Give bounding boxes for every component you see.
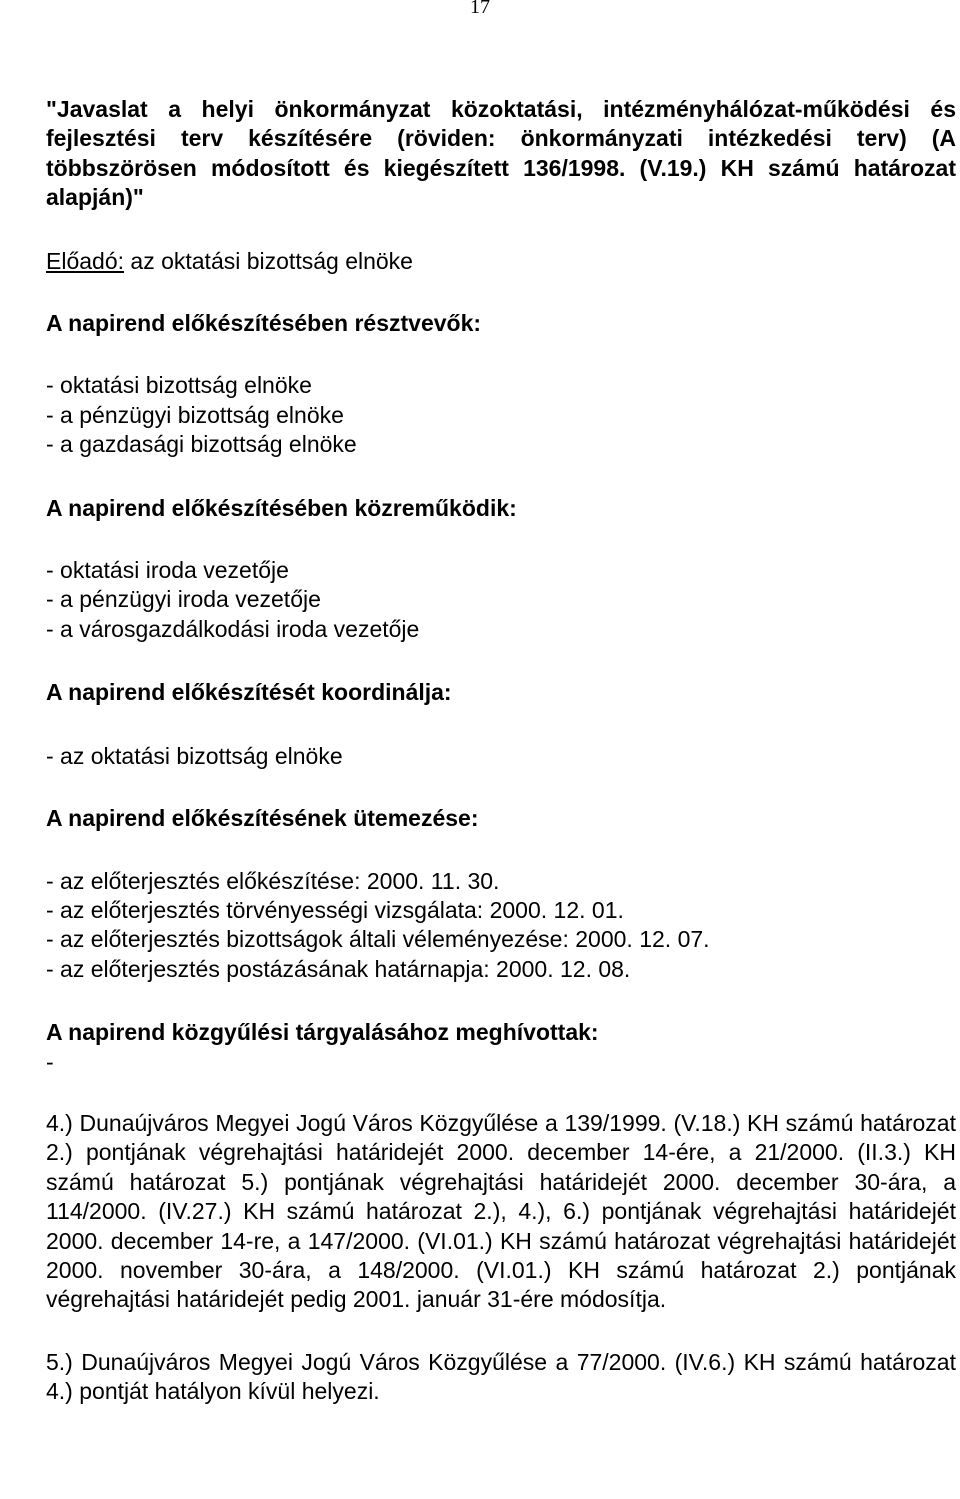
list-item: - a pénzügyi iroda vezetője bbox=[46, 586, 321, 613]
list-item: - bbox=[46, 1048, 54, 1075]
presenter-label: Előadó: bbox=[46, 247, 125, 274]
page-number: 17 bbox=[470, 0, 490, 18]
list-item: - oktatási bizottság elnöke bbox=[46, 372, 312, 399]
document-body bbox=[46, 95, 956, 1407]
contributors-heading: A napirend előkészítésében közreműködik: bbox=[46, 494, 517, 521]
resolution-paragraph-5: 5.) Dunaújváros Megyei Jogú Város Közgyűlése a 77/2000. (IV.6.) KH számú határozat 4.) pontját hatályon kívül helyezi. bbox=[46, 1348, 956, 1405]
contributors-list bbox=[46, 556, 956, 644]
participants-list bbox=[46, 371, 956, 459]
list-item: - az oktatási bizottság elnöke bbox=[46, 742, 343, 769]
list-item: - a pénzügyi bizottság elnöke bbox=[46, 401, 344, 428]
list-item: - az előterjesztés előkészítése: 2000. 11. 30. bbox=[46, 867, 500, 894]
list-item: - a városgazdálkodási iroda vezetője bbox=[46, 615, 420, 642]
list-item: - az előterjesztés postázásának határnapja: 2000. 12. 08. bbox=[46, 955, 631, 982]
coordinator-list bbox=[46, 742, 956, 771]
list-item: - az előterjesztés bizottságok általi véleményezése: 2000. 12. 07. bbox=[46, 926, 710, 953]
presenter-line bbox=[46, 247, 956, 276]
participants-heading: A napirend előkészítésében résztvevők: bbox=[46, 310, 482, 337]
invited-list bbox=[46, 1048, 956, 1077]
coordinator-heading: A napirend előkészítését koordinálja: bbox=[46, 679, 452, 706]
invited-heading: A napirend közgyűlési tárgyalásához meghívottak: bbox=[46, 1019, 599, 1046]
schedule-heading: A napirend előkészítésének ütemezése: bbox=[46, 805, 479, 832]
document-title: "Javaslat a helyi önkormányzat közoktatási, intézményhálózat-működési és fejlesztési terv készítésére (röviden: önkormányzati intézkedési terv) (A többszörösen módosított és kiegészített 136/1998. (V.19.) KH számú határozat alapján)" bbox=[46, 96, 956, 211]
schedule-list bbox=[46, 867, 956, 985]
presenter-value: az oktatási bizottság elnöke bbox=[124, 247, 413, 274]
resolution-paragraph-4: 4.) Dunaújváros Megyei Jogú Város Közgyűlése a 139/1999. (V.18.) KH számú határozat 2.) pontjának végrehajtási határidejét 2000. december 14-ére, a 21/2000. (II.3.) KH számú határozat 5.) pontjának végrehajtási határidejét 2000. december 30-ára, a 114/2000. (IV.27.) KH számú határozat 2.), 4.), 6.) pontjának végrehajtási határidejét 2000. december 14-re, a 147/2000. (VI.01.) KH számú határozat végrehajtási határidejét 2000. november 30-ára, a 148/2000. (VI.01.) KH számú határozat 2.) pontjának végrehajtási határidejét pedig 2001. január 31-ére módosítja. bbox=[46, 1109, 956, 1313]
list-item: - oktatási iroda vezetője bbox=[46, 557, 289, 584]
list-item: - az előterjesztés törvényességi vizsgálata: 2000. 12. 01. bbox=[46, 896, 624, 923]
list-item: - a gazdasági bizottság elnöke bbox=[46, 431, 357, 458]
